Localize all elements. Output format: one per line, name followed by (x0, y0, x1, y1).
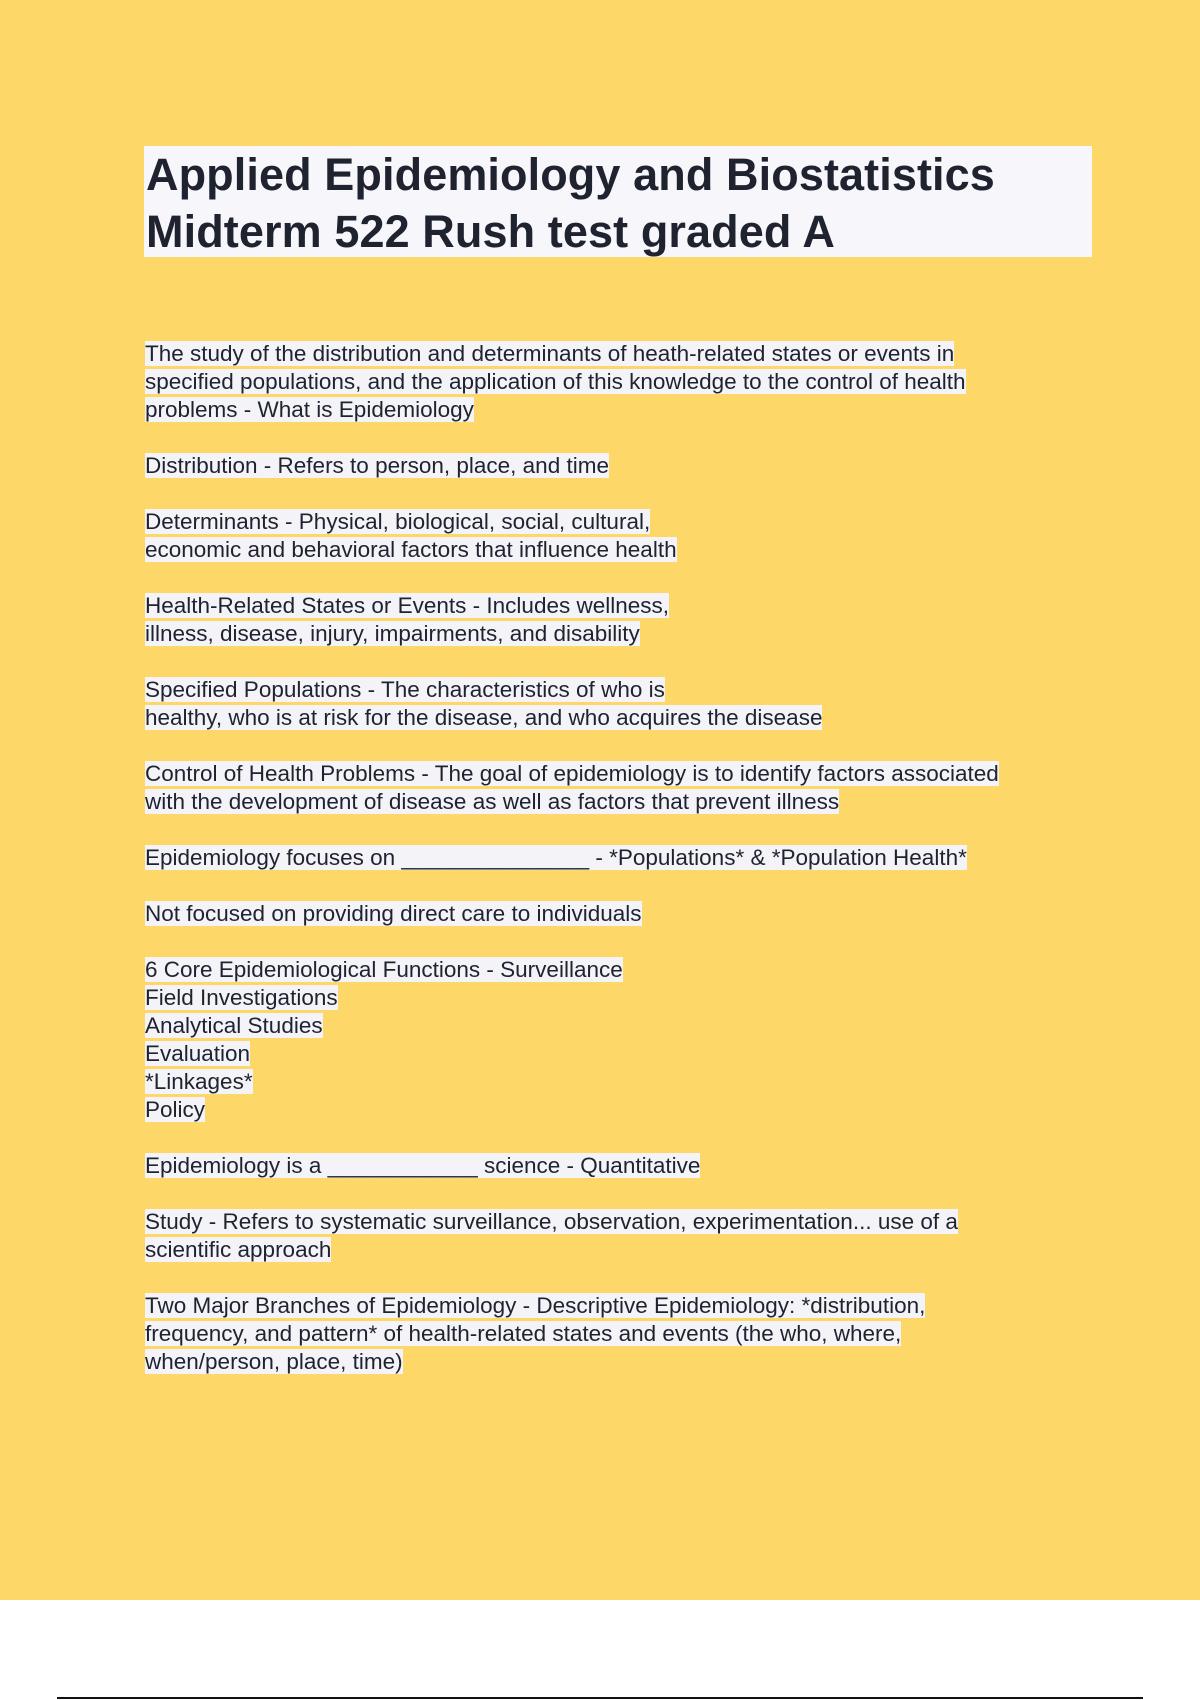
flashcard-entry (145, 508, 1095, 564)
entry-line: The study of the distribution and determinants of heath-related states or events in (145, 341, 955, 366)
entry-line: Determinants - Physical, biological, social, cultural, (145, 509, 651, 534)
entry-line: with the development of disease as well as factors that prevent illness (145, 789, 840, 814)
entry-line: problems - What is Epidemiology (145, 397, 474, 422)
flashcard-entry (145, 760, 1095, 816)
entry-line: Analytical Studies (145, 1013, 323, 1038)
entry-line: scientific approach (145, 1237, 332, 1262)
flashcard-entry (145, 1152, 1095, 1180)
flashcard-entry (145, 1208, 1095, 1264)
entry-line: Not focused on providing direct care to individuals (145, 901, 642, 926)
entry-line: 6 Core Epidemiological Functions - Surveillance (145, 957, 623, 982)
entry-line: *Linkages* (145, 1069, 253, 1094)
entry-line: specified populations, and the application of this knowledge to the control of health (145, 369, 966, 394)
entry-line: frequency, and pattern* of health-related states and events (the who, where, (145, 1321, 902, 1346)
entry-line: Two Major Branches of Epidemiology - Descriptive Epidemiology: *distribution, (145, 1293, 926, 1318)
entry-line: Policy (145, 1097, 206, 1122)
entry-line: Evaluation (145, 1041, 251, 1066)
entry-line: Distribution - Refers to person, place, and time (145, 453, 609, 478)
entry-line: healthy, who is at risk for the disease, and who acquires the disease (145, 705, 823, 730)
flashcard-entry (145, 900, 1095, 928)
entry-line: Control of Health Problems - The goal of epidemiology is to identify factors associated (145, 761, 999, 786)
flashcard-entry (145, 676, 1095, 732)
flashcard-entry (145, 844, 1095, 872)
title-line: Applied Epidemiology and Biostatistics (146, 149, 995, 200)
title-line: Midterm 522 Rush test graded A (146, 206, 835, 257)
entry-line: economic and behavioral factors that influence health (145, 537, 677, 562)
entry-line: Epidemiology is a ____________ science - Quantitative (145, 1153, 701, 1178)
document-content (145, 340, 1095, 1404)
flashcard-entry (145, 340, 1095, 424)
document-title (146, 146, 1086, 260)
flashcard-entry (145, 592, 1095, 648)
entry-line: illness, disease, injury, impairments, and disability (145, 621, 640, 646)
flashcard-entry (145, 956, 1095, 1124)
entry-line: when/person, place, time) (145, 1349, 403, 1374)
entry-line: Health-Related States or Events - Includes wellness, (145, 593, 670, 618)
entry-line: Epidemiology focuses on _______________ - *Populations* & *Population Health* (145, 845, 967, 870)
flashcard-entry (145, 1292, 1095, 1376)
entry-line: Specified Populations - The characteristics of who is (145, 677, 665, 702)
flashcard-entry (145, 452, 1095, 480)
entry-line: Study - Refers to systematic surveillance, observation, experimentation... use of a (145, 1209, 958, 1234)
footer-rule (57, 1697, 1143, 1699)
entry-line: Field Investigations (145, 985, 338, 1010)
